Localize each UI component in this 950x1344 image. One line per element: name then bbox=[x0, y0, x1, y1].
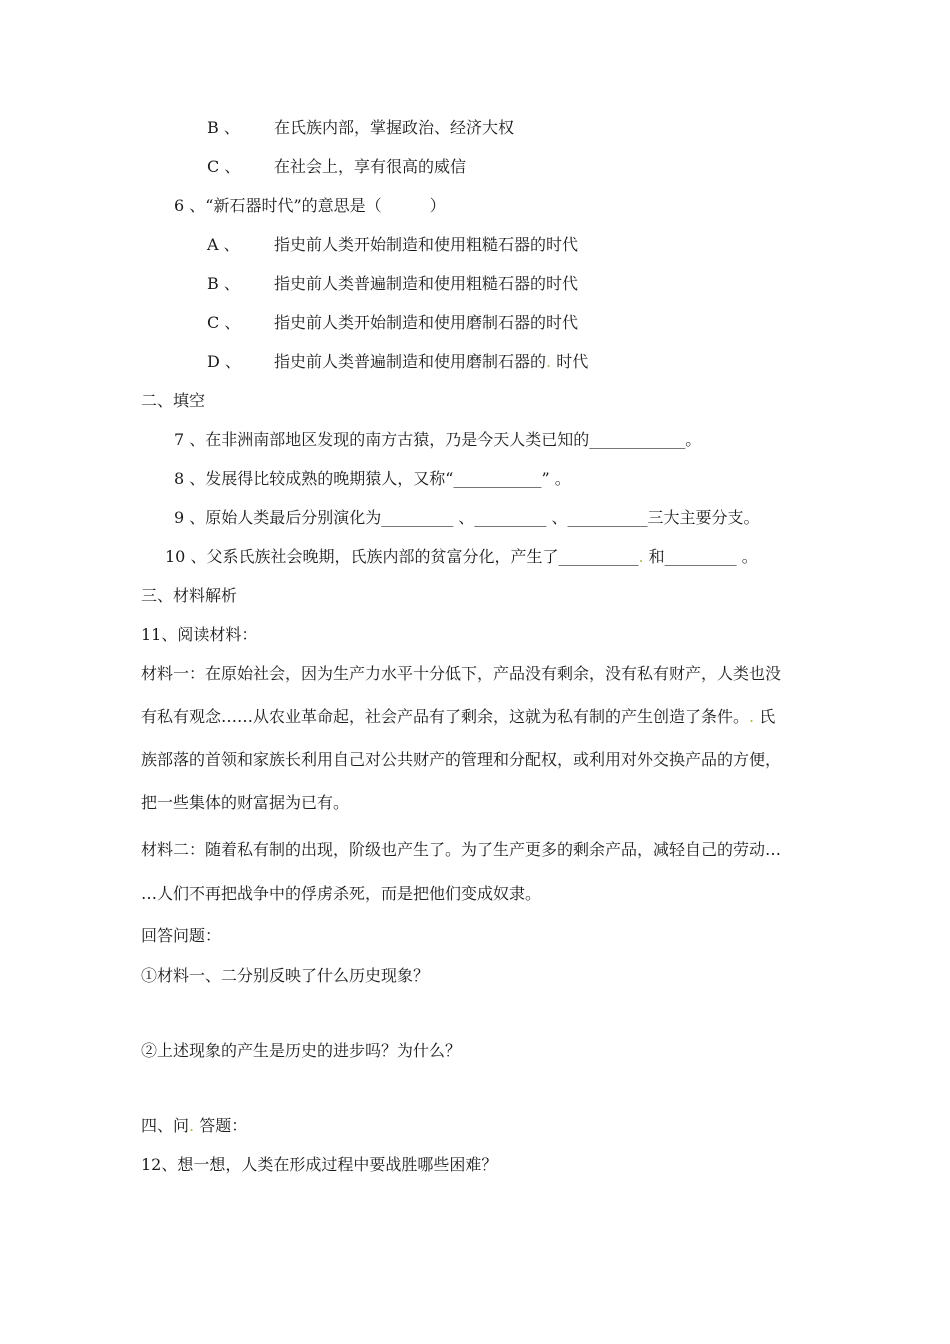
material2-line: …人们不再把战争中的俘虏杀死，而是把他们变成奴隶。 bbox=[141, 884, 542, 903]
material1-line: 族部落的首领和家族长利用自己对公共财产的管理和分配权，或利用对外交换产品的方便， bbox=[141, 750, 782, 769]
option-text: 指史前人类普遍制造和使用磨制石器的. 时代 bbox=[274, 352, 589, 371]
q8: 8 、发展得比较成熟的晚期猿人，又称“___________” 。 bbox=[174, 469, 571, 488]
option-letter: C 、 bbox=[207, 313, 241, 332]
option-text: 在氏族内部，掌握政治、经济大权 bbox=[274, 118, 515, 137]
option-text: 指史前人类开始制造和使用粗糙石器的时代 bbox=[274, 235, 579, 254]
q10: 10 、父系氏族社会晚期，氏族内部的贫富分化，产生了__________. 和_________ 。 bbox=[165, 547, 758, 566]
option-letter: B 、 bbox=[207, 118, 240, 137]
q12: 12、想一想，人类在形成过程中要战胜哪些困难？ bbox=[141, 1155, 498, 1174]
sub-question-2: ②上述现象的产生是历史的进步吗？为什么？ bbox=[141, 1041, 462, 1060]
option-letter: D 、 bbox=[207, 352, 241, 371]
option-text: 在社会上，享有很高的威信 bbox=[274, 157, 467, 176]
material1-line: 把一些集体的财富据为已有。 bbox=[141, 793, 350, 812]
q7: 7 、在非洲南部地区发现的南方古猿，乃是今天人类已知的____________。 bbox=[174, 430, 702, 449]
material2-line: 材料二：随着私有制的出现，阶级也产生了。为了生产更多的剩余产品，减轻自己的劳动… bbox=[141, 840, 782, 859]
material1-line: 有私有观念……从农业革命起，社会产品有了剩余，这就为私有制的产生创造了条件。. 氏 bbox=[141, 707, 776, 726]
q9: 9 、原始人类最后分别演化为_________ 、_________ 、__________三大主要分支。 bbox=[174, 508, 760, 527]
q11-title: 11、阅读材料： bbox=[141, 625, 258, 644]
dot-mark: . bbox=[189, 1116, 195, 1135]
section4-heading: 四、问. 答题： bbox=[141, 1116, 248, 1135]
option-letter: B 、 bbox=[207, 274, 240, 293]
section2-heading: 二、填空 bbox=[141, 391, 206, 410]
dot-mark: . bbox=[638, 547, 644, 566]
dot-mark: . bbox=[749, 707, 755, 726]
section3-heading: 三、材料解析 bbox=[141, 586, 238, 605]
option-text: 指史前人类开始制造和使用磨制石器的时代 bbox=[274, 313, 579, 332]
option-text: 指史前人类普遍制造和使用粗糙石器的时代 bbox=[274, 274, 579, 293]
q6-stem: 6 、“新石器时代”的意思是（ ） bbox=[174, 196, 446, 215]
dot-mark: . bbox=[546, 352, 552, 371]
option-letter: A 、 bbox=[207, 235, 240, 254]
answer-heading: 回答问题： bbox=[141, 926, 222, 945]
option-letter: C 、 bbox=[207, 157, 241, 176]
sub-question-1: ①材料一、二分别反映了什么历史现象？ bbox=[141, 966, 430, 985]
material1-line: 材料一：在原始社会，因为生产力水平十分低下，产品没有剩余，没有私有财产，人类也没 bbox=[141, 664, 782, 683]
